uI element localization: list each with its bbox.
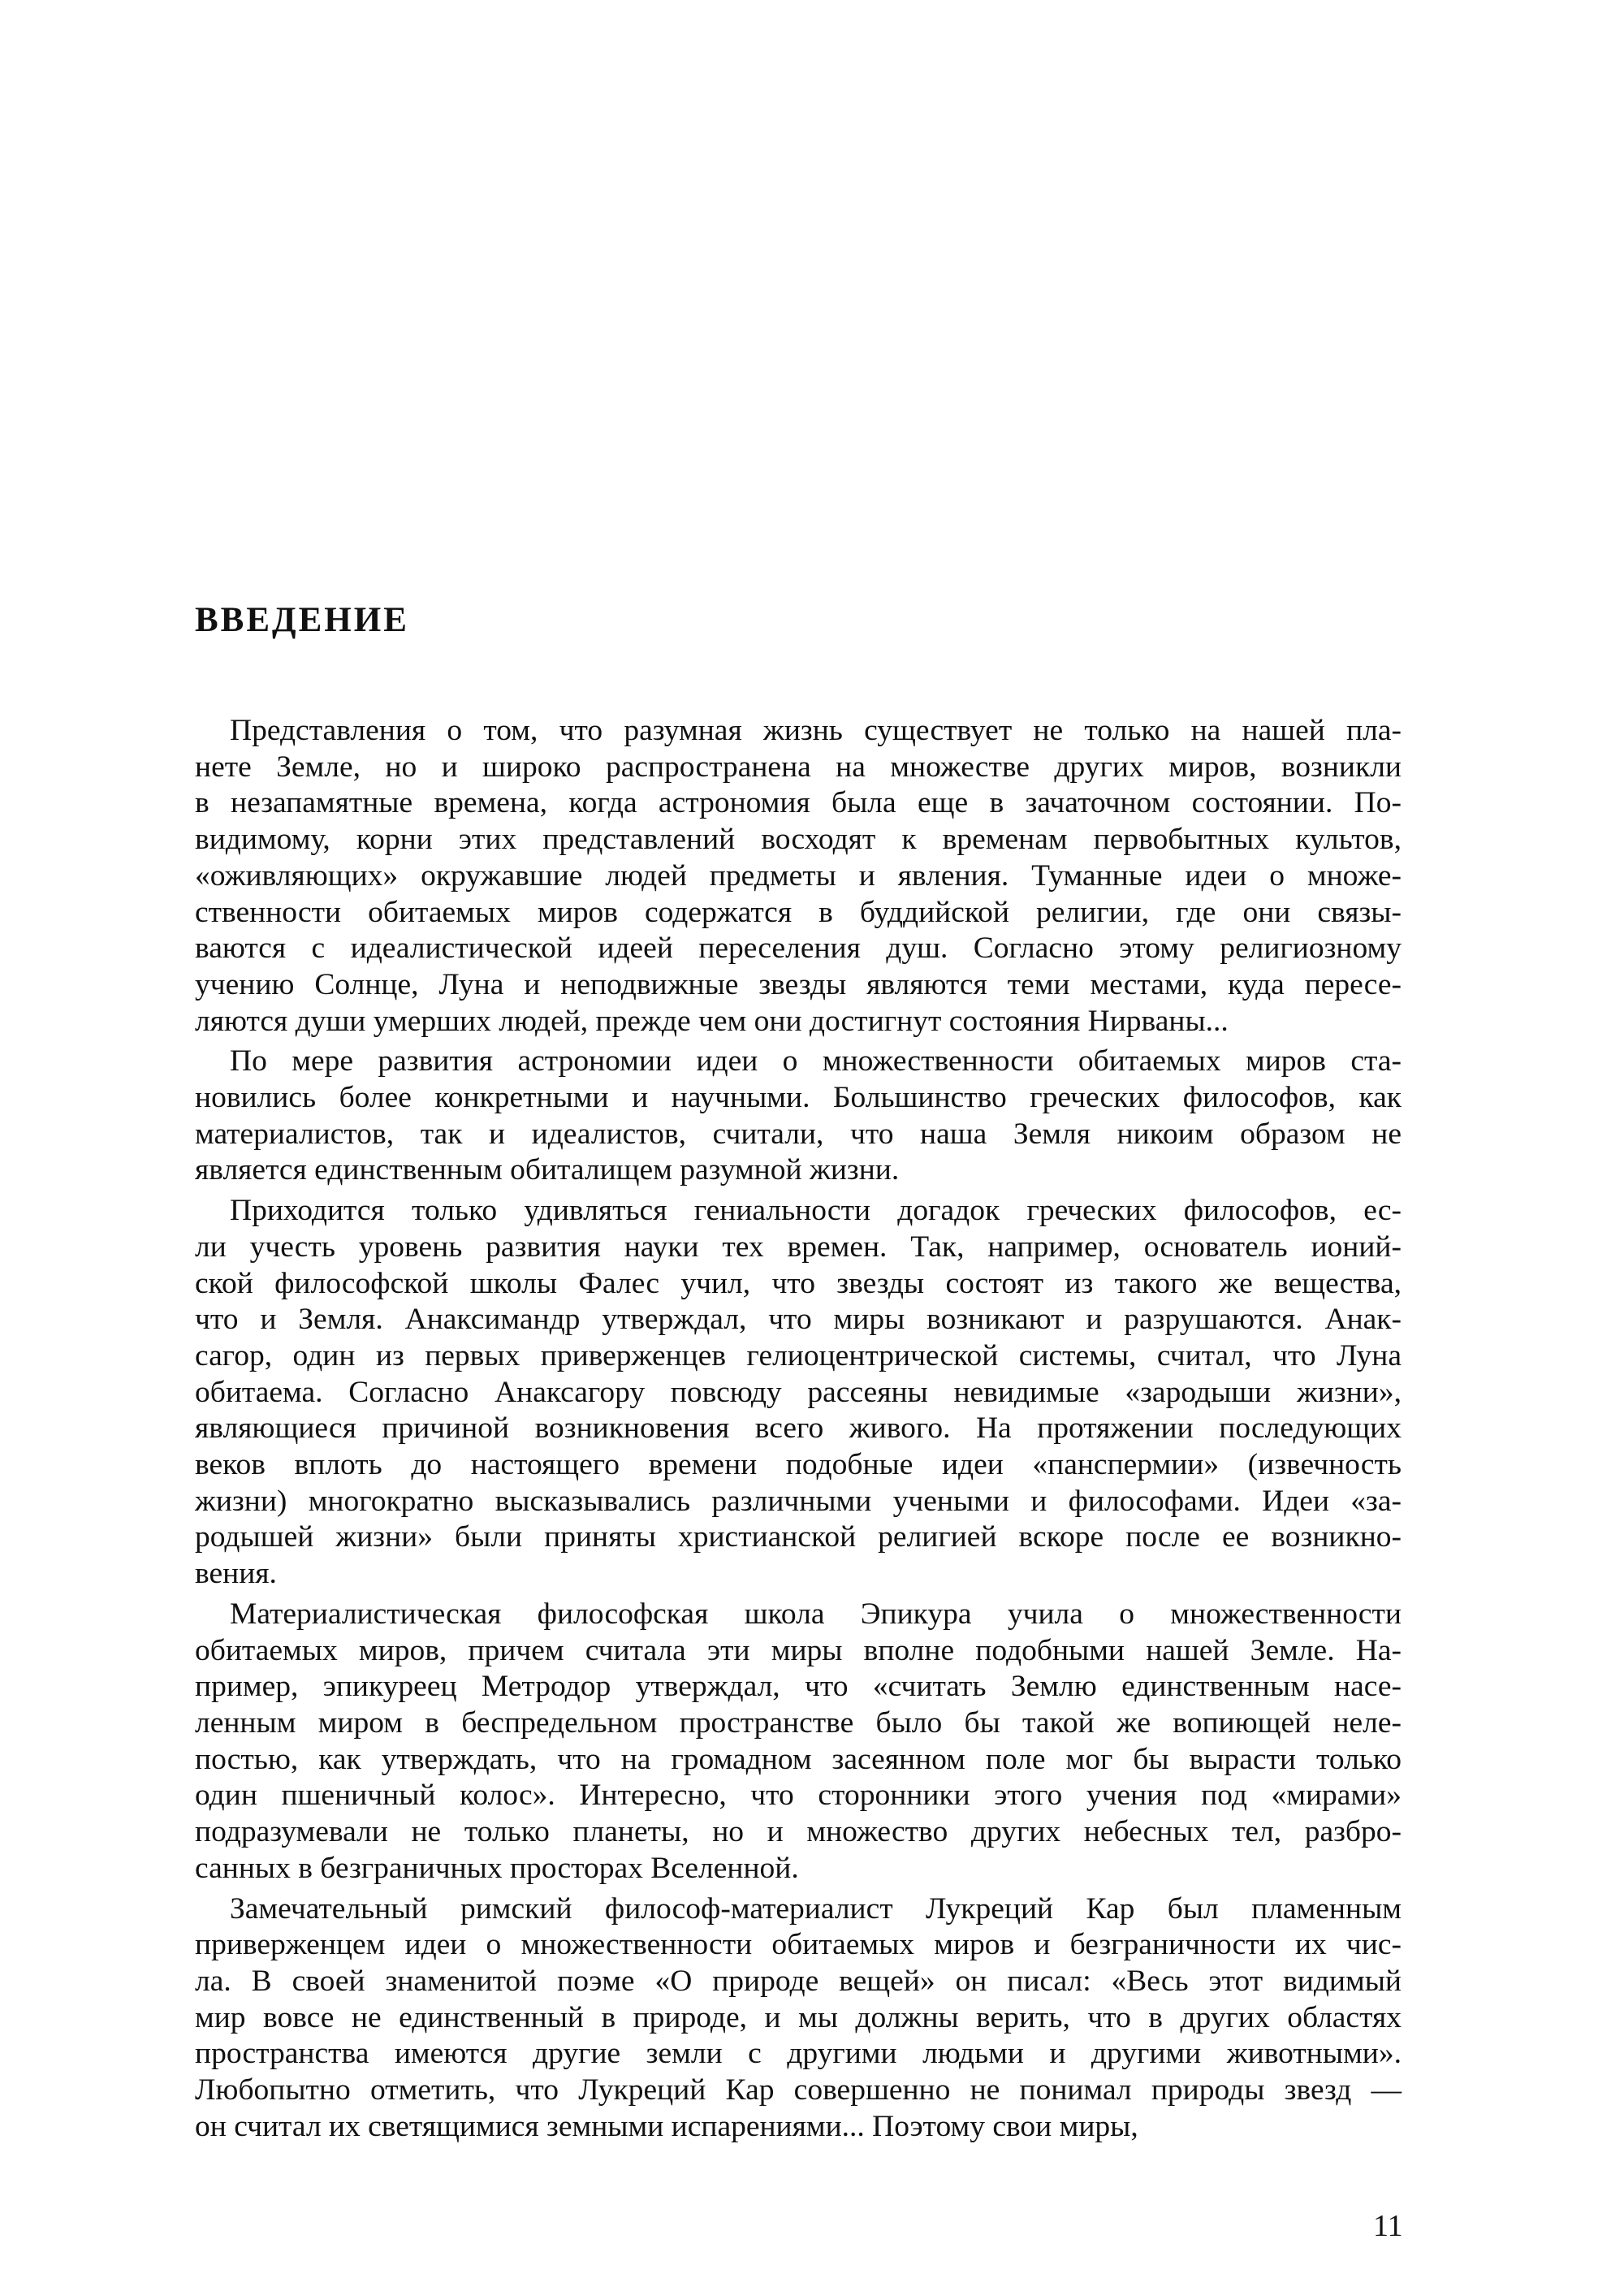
text-line: санных в безграничных просторах Вселенной. [195, 1851, 799, 1885]
text-line: Любопытно отметить, что Лукреций Кар совершенно не понимал природы звезд — [195, 2073, 1402, 2107]
paragraph [195, 713, 1402, 1040]
text-line: ляются души умерших людей, прежде чем они достигнут состояния Нирваны... [195, 1004, 1229, 1038]
text-line: приверженцем идеи о множественности обитаемых миров и безграничности их чис- [195, 1928, 1402, 1962]
text-line: видимому, корни этих представлений восходят к временам первобытных культов, [195, 823, 1402, 857]
text-line: материалистов, так и идеалистов, считали, что наша Земля никоим образом не [195, 1117, 1402, 1151]
text-line: обитаемых миров, причем считала эти миры вполне подобными нашей Земле. На- [195, 1633, 1402, 1667]
text-line: ла. В своей знаменитой поэме «О природе вещей» он писал: «Весь этот видимый [195, 1964, 1402, 1998]
text-line: один пшеничный колос». Интересно, что сторонники этого учения под «мирами» [195, 1779, 1402, 1813]
text-line: учению Солнце, Луна и неподвижные звезды являются теми местами, куда пересе- [195, 967, 1402, 1001]
paragraph [195, 1891, 1402, 2146]
text-line: вения. [195, 1557, 277, 1591]
text-line: нете Земле, но и широко распространена на множестве других миров, возникли [195, 750, 1402, 784]
chapter-heading: ВВЕДЕНИЕ [195, 601, 409, 639]
text-line: подразумевали не только планеты, но и множество других небесных тел, разбро- [195, 1815, 1402, 1849]
text-line: Материалистическая философская школа Эпикура учила о множественности [230, 1597, 1402, 1631]
text-line: родышей жизни» были приняты христианской религией вскоре после ее возникно- [195, 1520, 1402, 1554]
chapter-body [195, 713, 1402, 2145]
text-line: что и Земля. Анаксимандр утверждал, что миры возникают и разрушаются. Анак- [195, 1303, 1402, 1337]
text-line: ской философской школы Фалес учил, что звезды состоят из такого же вещества, [195, 1266, 1402, 1300]
text-line: обитаема. Согласно Анаксагору повсюду рассеяны невидимые «зародыши жизни», [195, 1375, 1402, 1409]
text-line: в незапамятные времена, когда астрономия была еще в зачаточном состоянии. По- [195, 786, 1402, 820]
text-line: пример, эпикуреец Метродор утверждал, что «считать Землю единственным насе- [195, 1670, 1402, 1704]
text-line: являющиеся причиной возникновения всего живого. На протяжении последующих [195, 1411, 1402, 1446]
text-line: постью, как утверждать, что на громадном засеянном поле мог бы вырасти только [195, 1742, 1402, 1776]
text-line: пространства имеются другие земли с другими людьми и другими животными». [195, 2037, 1402, 2071]
paragraph [195, 1193, 1402, 1593]
text-line: является единственным обиталищем разумной жизни. [195, 1153, 900, 1187]
paragraph [195, 1597, 1402, 1887]
text-line: «оживляющих» окружавшие людей предметы и явления. Туманные идеи о множе- [195, 858, 1402, 893]
text-line: новились более конкретными и научными. Большинство греческих философов, как [195, 1081, 1402, 1115]
text-line: ваются с идеалистической идеей переселения душ. Согласно этому религиозному [195, 932, 1402, 966]
text-line: ленным миром в беспредельном пространстве было бы такой же вопиющей неле- [195, 1705, 1402, 1740]
text-line: сагор, один из первых приверженцев гелиоцентрической системы, считал, что Луна [195, 1338, 1402, 1372]
text-line: Замечательный римский философ-материалист Лукреций Кар был пламенным [230, 1891, 1402, 1926]
text-line: жизни) многократно высказывались различными учеными и философами. Идеи «за- [195, 1484, 1402, 1518]
paragraph [195, 1044, 1402, 1189]
text-line: мир вовсе не единственный в природе, и мы должны верить, что в других областях [195, 2000, 1402, 2034]
text-line: По мере развития астрономии идеи о множественности обитаемых миров ста- [230, 1044, 1402, 1078]
text-line: Представления о том, что разумная жизнь существует не только на нашей пла- [230, 714, 1402, 747]
text-line: он считал их светящимися земными испарениями... Поэтому свои миры, [195, 2109, 1138, 2143]
text-line: ственности обитаемых миров содержатся в буддийской религии, где они связы- [195, 895, 1402, 929]
text-line: Приходится только удивляться гениальности догадок греческих философов, ес- [230, 1194, 1402, 1228]
page-number: 11 [1373, 2209, 1403, 2243]
text-line: веков вплоть до настоящего времени подобные идеи «панспермии» (извечность [195, 1448, 1402, 1482]
text-line: ли учесть уровень развития науки тех времен. Так, например, основатель ионий- [195, 1230, 1402, 1264]
